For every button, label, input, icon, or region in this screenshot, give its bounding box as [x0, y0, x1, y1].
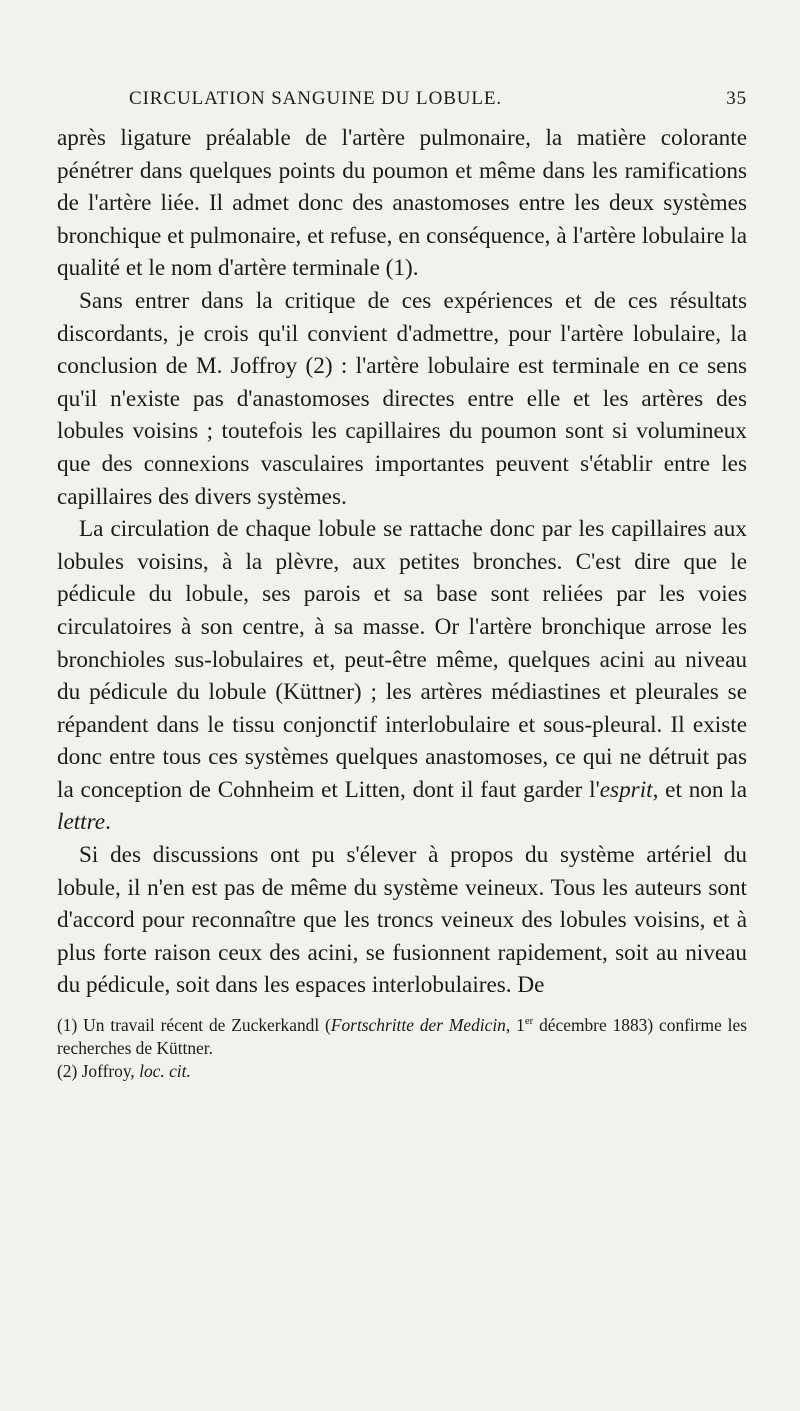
running-title: CIRCULATION SANGUINE DU LOBULE. [129, 88, 503, 109]
footnote-2-text-before: Joffroy, [81, 1061, 140, 1082]
footnote-marker: (1) [57, 1015, 78, 1036]
paragraph-3 [57, 513, 747, 839]
book-page [57, 88, 747, 1083]
paragraph-3-text-after: . [105, 809, 111, 836]
paragraph-3-text-before: La circulation de chaque lobule se rattache donc par les capillaires aux lobules voisins, à la plèvre, aux petites bronches. C'est dire que le pédicule du lobule, ses parois et sa base sont reliées par les voies circulatoires à son centre, à sa masse. Or l'artère bronchique arrose les bronchioles sus-lobulaires et, peut-être même, quelques acini au niveau du pédicule du lobule (Küttner) ; les artères médiastines et pleurales se répandent dans le tissu conjonctif interlobulaire et sous-pleural. Il existe donc entre tous ces systèmes quelques anastomoses, ce qui ne détruit pas la conception de Cohnheim et Litten, dont il faut garder l' [57, 516, 747, 803]
footnote-1-superscript: er [524, 1015, 534, 1028]
footnotes [57, 1014, 747, 1083]
paragraph-2: Sans entrer dans la critique de ces expériences et de ces résultats discordants, je crois qu'il convient d'admettre, pour l'artère lobulaire, la conclusion de M. Joffroy (2) : l'artère lobulaire est terminale en ce sens qu'il n'existe pas d'anastomoses directes entre elle et les artères des lobules voisins ; toutefois les capillaires du poumon sont si volumineux que des connexions vasculaires importantes peuvent s'établir entre les capillaires des divers systèmes. [57, 287, 747, 510]
footnote-1-journal-title: Fortschritte der Medicin [330, 1015, 506, 1036]
footnote-marker: (2) [57, 1061, 78, 1082]
body-text [57, 122, 747, 1002]
footnote-1-text-after: décembre 1883) confirme les recherches de Küttner. [57, 1015, 748, 1059]
paragraph-4: Si des discussions ont pu s'élever à propos du système artériel du lobule, il n'en est pas de même du système veineux. Tous les auteurs sont d'accord pour reconnaître que les troncs veineux des lobules voisins, et à plus forte raison ceux des acini, se fusionnent rapidement, soit au niveau du pédicule, soit dans les espaces interlobulaires. De [57, 842, 747, 999]
footnote-1-text-mid: , 1 [505, 1015, 525, 1036]
emphasis-esprit: esprit [599, 776, 653, 803]
emphasis-lettre: lettre [57, 809, 106, 836]
footnote-2 [57, 1060, 747, 1083]
footnote-2-citation: loc. cit. [139, 1061, 191, 1082]
running-head [57, 88, 747, 122]
footnote-1 [57, 1014, 747, 1060]
footnote-1-text-before: Un travail récent de Zuckerkandl ( [83, 1015, 331, 1036]
paragraph-3-text-middle: , et non la [652, 776, 748, 803]
page-number: 35 [726, 88, 747, 109]
paragraph-1: après ligature préalable de l'artère pulmonaire, la matière colorante pénétrer dans quelques points du poumon et même dans les ramifications de l'artère liée. Il admet donc des anastomoses entre les deux systèmes bronchique et pulmonaire, et refuse, en conséquence, à l'artère lobulaire la qualité et le nom d'artère terminale (1). [57, 125, 747, 282]
